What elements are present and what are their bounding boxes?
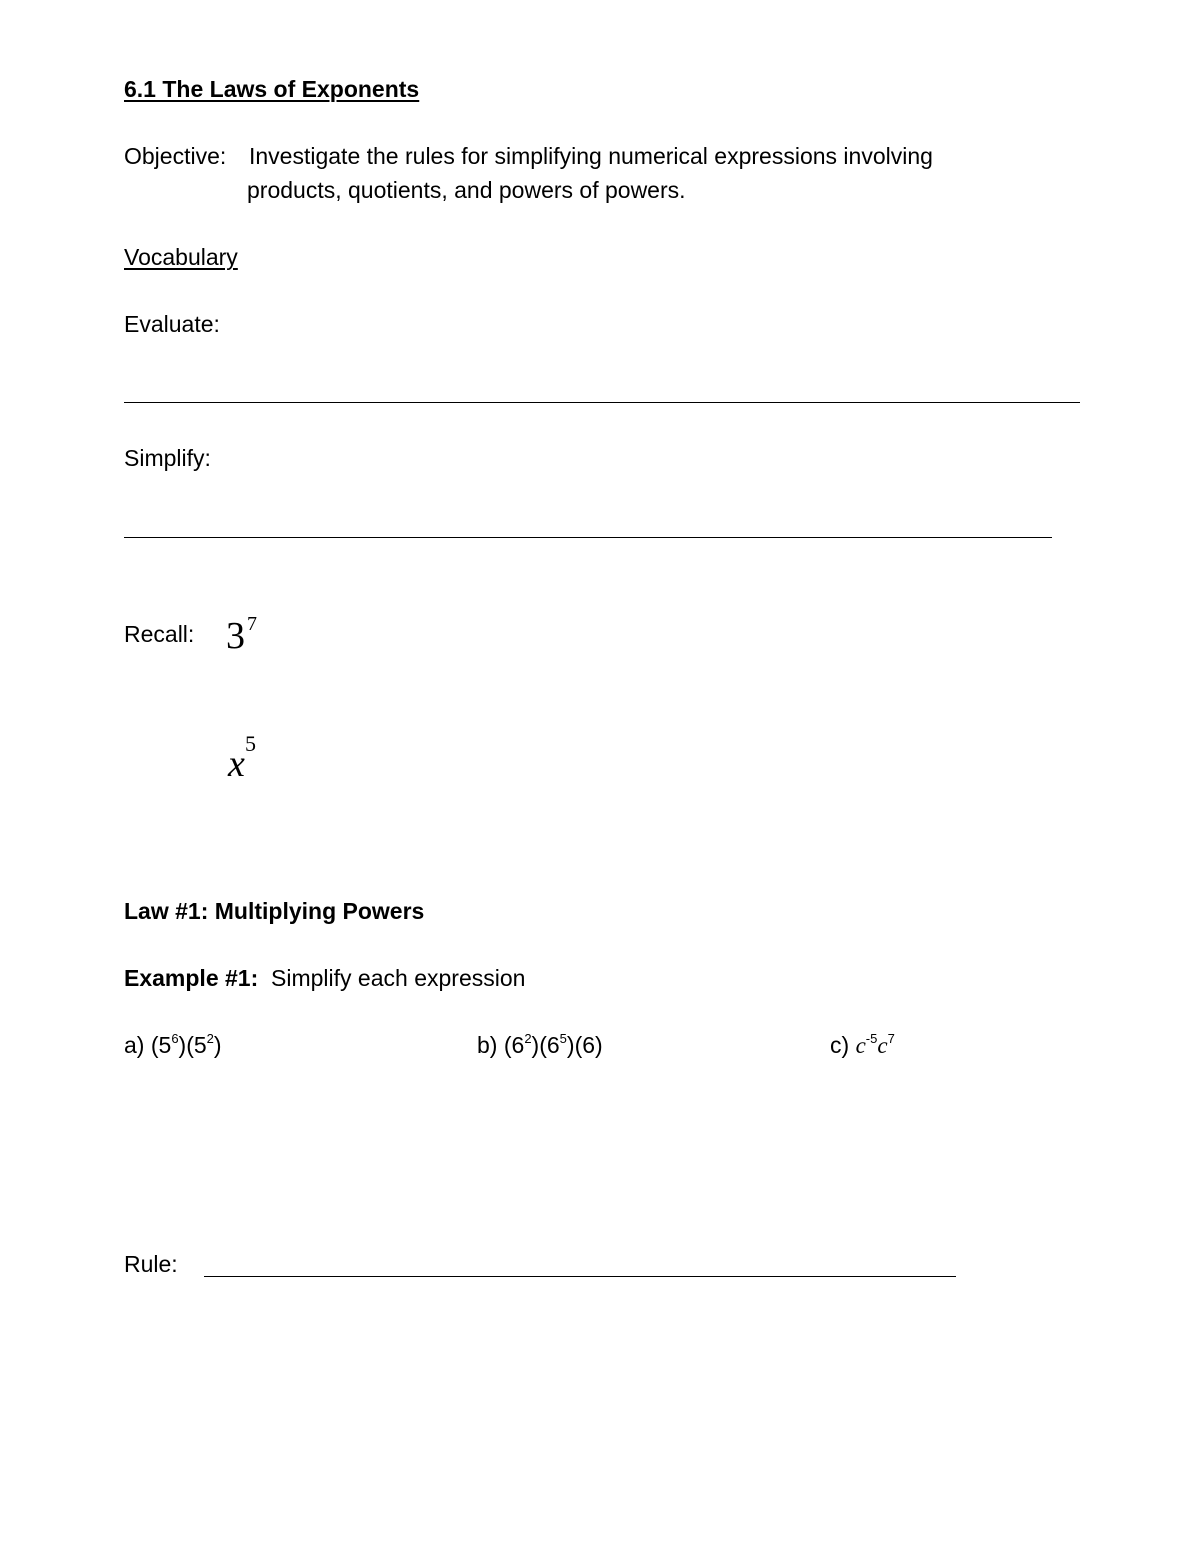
objective-label: Objective: (124, 143, 227, 169)
example-1-instruction: Simplify each expression (271, 965, 526, 991)
recall-label: Recall: (124, 621, 195, 647)
recall-expression-2-base: x (228, 743, 245, 785)
problem-c-variable-2: c (877, 1033, 888, 1058)
problem-b-exponent-2: 5 (559, 1031, 567, 1046)
rule-answer-line (204, 1276, 956, 1277)
problem-a-label: a) (124, 1032, 145, 1058)
law-1-heading: Law #1: Multiplying Powers (124, 898, 425, 924)
problem-b-base-3: 6 (582, 1032, 596, 1058)
rule-label: Rule: (124, 1251, 178, 1277)
problem-a-base-2: 5 (193, 1032, 207, 1058)
problem-b-label: b) (477, 1032, 498, 1058)
recall-expression-1-base: 3 (226, 615, 245, 657)
problem-b-exponent-1: 2 (524, 1031, 532, 1046)
problem-c-exponent-1: -5 (865, 1031, 878, 1046)
objective-text-line1: Investigate the rules for simplifying numerical expressions involving (249, 143, 933, 169)
evaluate-label: Evaluate: (124, 311, 220, 337)
objective-text-line2: products, quotients, and powers of powers. (247, 177, 686, 203)
problem-a-exponent-2: 2 (206, 1031, 214, 1046)
problem-a: a) $(5^6)(5^2)$ (124, 1031, 222, 1058)
problem-b-base-2: 6 (546, 1032, 560, 1058)
problem-b-base-1: 6 (511, 1032, 525, 1058)
vocabulary-heading: Vocabulary (124, 244, 238, 270)
problem-c (830, 1031, 895, 1058)
example-1-heading (124, 967, 525, 990)
problem-a-exponent-1: 6 (171, 1031, 179, 1046)
problem-a-base-1: 5 (158, 1032, 172, 1058)
recall-expression-1-exponent: 7 (247, 613, 257, 635)
problem-c-variable-1: c (855, 1033, 866, 1058)
simplify-label: Simplify: (124, 445, 211, 471)
problem-b: b) $(6^2)(6^5)(6)$ (477, 1031, 603, 1058)
problem-c-exponent-2: 7 (887, 1031, 895, 1046)
simplify-answer-line (124, 537, 1052, 538)
recall-expression-2-exponent: 5 (245, 731, 256, 756)
page-title: 6.1 The Laws of Exponents (124, 76, 420, 102)
example-1-label: Example #1: (124, 965, 259, 991)
evaluate-answer-line (124, 402, 1080, 403)
problem-c-label: c) (830, 1032, 850, 1058)
